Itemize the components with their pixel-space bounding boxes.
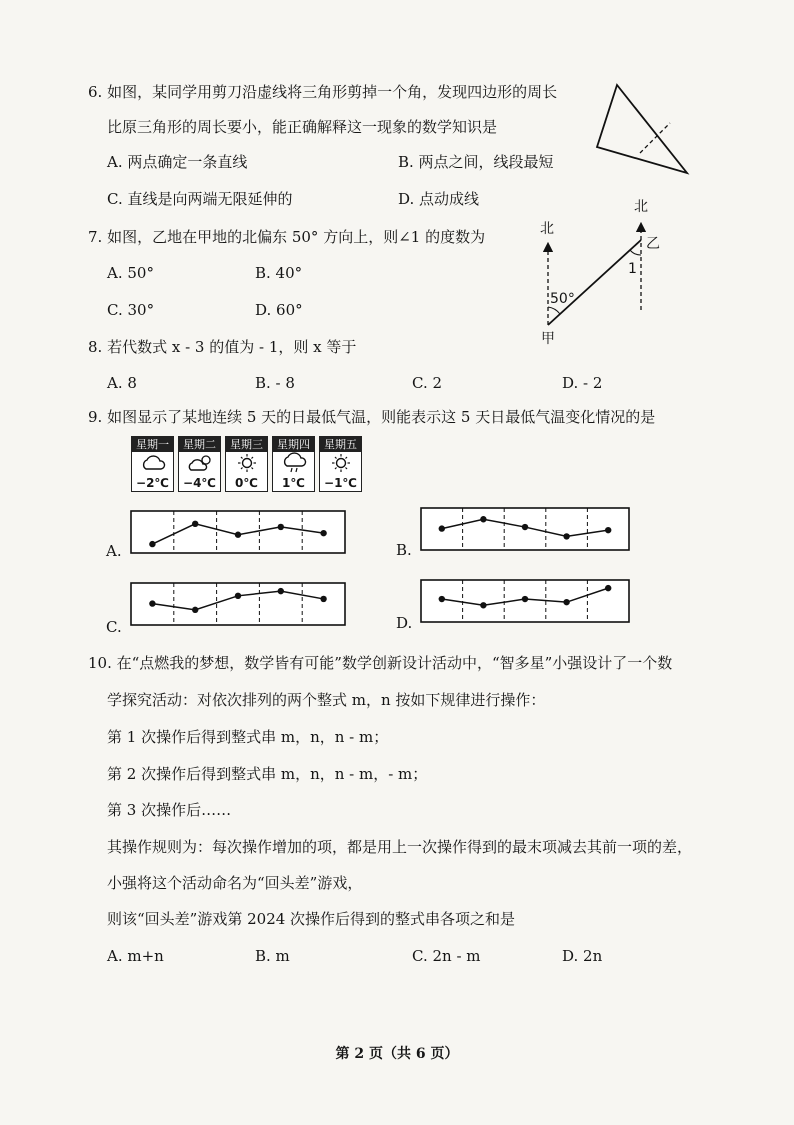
weather-temp: −1℃ <box>324 476 357 490</box>
q6-option-b: B. 两点之间，线段最短 <box>398 153 554 171</box>
q9-option-c-label: C. <box>106 618 122 636</box>
chart-point <box>522 524 528 530</box>
chart-point <box>235 532 241 538</box>
q8-option-a: A. 8 <box>107 374 137 392</box>
q7-north-label-2: 北 <box>634 199 648 215</box>
q7-angle-one-label: 1 <box>628 261 637 277</box>
chart-point <box>235 593 241 599</box>
chart-point <box>192 607 198 613</box>
q6-option-d: D. 点动成线 <box>398 190 480 208</box>
q6-stem-line2: 比原三角形的周长要小，能正确解释这一现象的数学知识是 <box>107 118 498 136</box>
q10-option-d: D. 2n <box>562 947 603 965</box>
q7-yi-label: 乙 <box>646 236 660 252</box>
q9-chart-a <box>130 510 346 562</box>
q7-stem: 7. 如图，乙地在甲地的北偏东 50° 方向上，则∠1 的度数为 <box>88 228 486 246</box>
chart-point <box>605 585 611 591</box>
q7-option-a: A. 50° <box>107 264 154 282</box>
q7-north-label-1: 北 <box>540 221 554 237</box>
chart-point <box>439 596 445 602</box>
q7-jia-label: 甲 <box>541 331 555 347</box>
weather-day: 星期三 <box>226 437 267 452</box>
chart-point <box>605 527 611 533</box>
q9-option-a-label: A. <box>106 542 122 560</box>
q9-option-d-label: D. <box>396 614 413 632</box>
chart-point <box>320 596 326 602</box>
weather-day: 星期二 <box>179 437 220 452</box>
weather-card-fri <box>319 436 362 492</box>
cloud-icon <box>141 454 167 472</box>
sun-icon <box>329 454 355 472</box>
q10-option-b: B. m <box>255 947 290 965</box>
chart-point <box>563 599 569 605</box>
weather-day: 星期五 <box>320 437 361 452</box>
q7-option-b: B. 40° <box>255 264 303 282</box>
q9-chart-b <box>420 507 630 559</box>
q10-stem-line1: 10. 在“点燃我的梦想，数学皆有可能”数学创新设计活动中，“智多星”小强设计了一个数 <box>88 654 673 672</box>
chart-point <box>149 600 155 606</box>
q9-stem: 9. 如图显示了某地连续 5 天的日最低气温，则能表示这 5 天日最低气温变化情况的是 <box>88 408 656 426</box>
chart-point <box>563 533 569 539</box>
chart-point <box>149 541 155 547</box>
q9-option-b-label: B. <box>396 541 412 559</box>
sun-icon <box>235 454 261 472</box>
chart-point <box>278 524 284 530</box>
chart-frame <box>131 583 345 625</box>
weather-temp: 0℃ <box>235 476 258 490</box>
weather-card-tue <box>178 436 221 492</box>
q6-triangle-figure <box>595 85 695 180</box>
q10-option-c: C. 2n - m <box>412 947 481 965</box>
weather-day: 星期一 <box>132 437 173 452</box>
q10-option-a: A. m+n <box>107 947 164 965</box>
chart-point <box>480 516 486 522</box>
q10-stem-line8: 则该“回头差”游戏第 2024 次操作后得到的整式串各项之和是 <box>107 910 516 928</box>
weather-card-thu <box>272 436 315 492</box>
chart-point <box>192 521 198 527</box>
chart-point <box>439 525 445 531</box>
q9-chart-d <box>420 579 630 631</box>
chart-point <box>278 588 284 594</box>
weather-day: 星期四 <box>273 437 314 452</box>
q6-option-c: C. 直线是向两端无限延伸的 <box>107 190 293 208</box>
chart-point <box>480 602 486 608</box>
weather-temp: −4℃ <box>183 476 216 490</box>
q10-stem-line2: 学探究活动：对依次排列的两个整式 m，n 按如下规律进行操作： <box>107 691 546 709</box>
weather-temp: −2℃ <box>136 476 169 490</box>
page-footer: 第 2 页（共 6 页） <box>335 1046 459 1062</box>
q8-option-d: D. - 2 <box>562 374 603 392</box>
weather-card-mon <box>131 436 174 492</box>
q10-stem-line6: 其操作规则为：每次操作增加的项，都是用上一次操作得到的最末项减去其前一项的差， <box>107 838 693 856</box>
weather-card-wed <box>225 436 268 492</box>
q6-option-a: A. 两点确定一条直线 <box>107 153 248 171</box>
weather-temp: 1℃ <box>282 476 305 490</box>
q6-stem-line1: 6. 如图，某同学用剪刀沿虚线将三角形剪掉一个角，发现四边形的周长 <box>88 83 558 101</box>
q7-option-d: D. 60° <box>255 301 303 319</box>
chart-point <box>320 530 326 536</box>
q10-stem-line3: 第 1 次操作后得到整式串 m，n，n - m； <box>107 728 389 746</box>
q7-option-c: C. 30° <box>107 301 155 319</box>
q10-stem-line7: 小强将这个活动命名为“回头差”游戏， <box>107 874 363 892</box>
cloud-rain-icon <box>282 454 308 472</box>
q8-option-b: B. - 8 <box>255 374 295 392</box>
q8-option-c: C. 2 <box>412 374 443 392</box>
q7-angle-label: 50° <box>550 291 575 307</box>
sun-cloud-icon <box>188 454 214 472</box>
q9-chart-c <box>130 582 346 634</box>
q10-stem-line4: 第 2 次操作后得到整式串 m，n，n - m，- m； <box>107 765 428 783</box>
q10-stem-line5: 第 3 次操作后…… <box>107 801 232 819</box>
chart-point <box>522 596 528 602</box>
q8-stem: 8. 若代数式 x - 3 的值为 - 1，则 x 等于 <box>88 338 357 356</box>
